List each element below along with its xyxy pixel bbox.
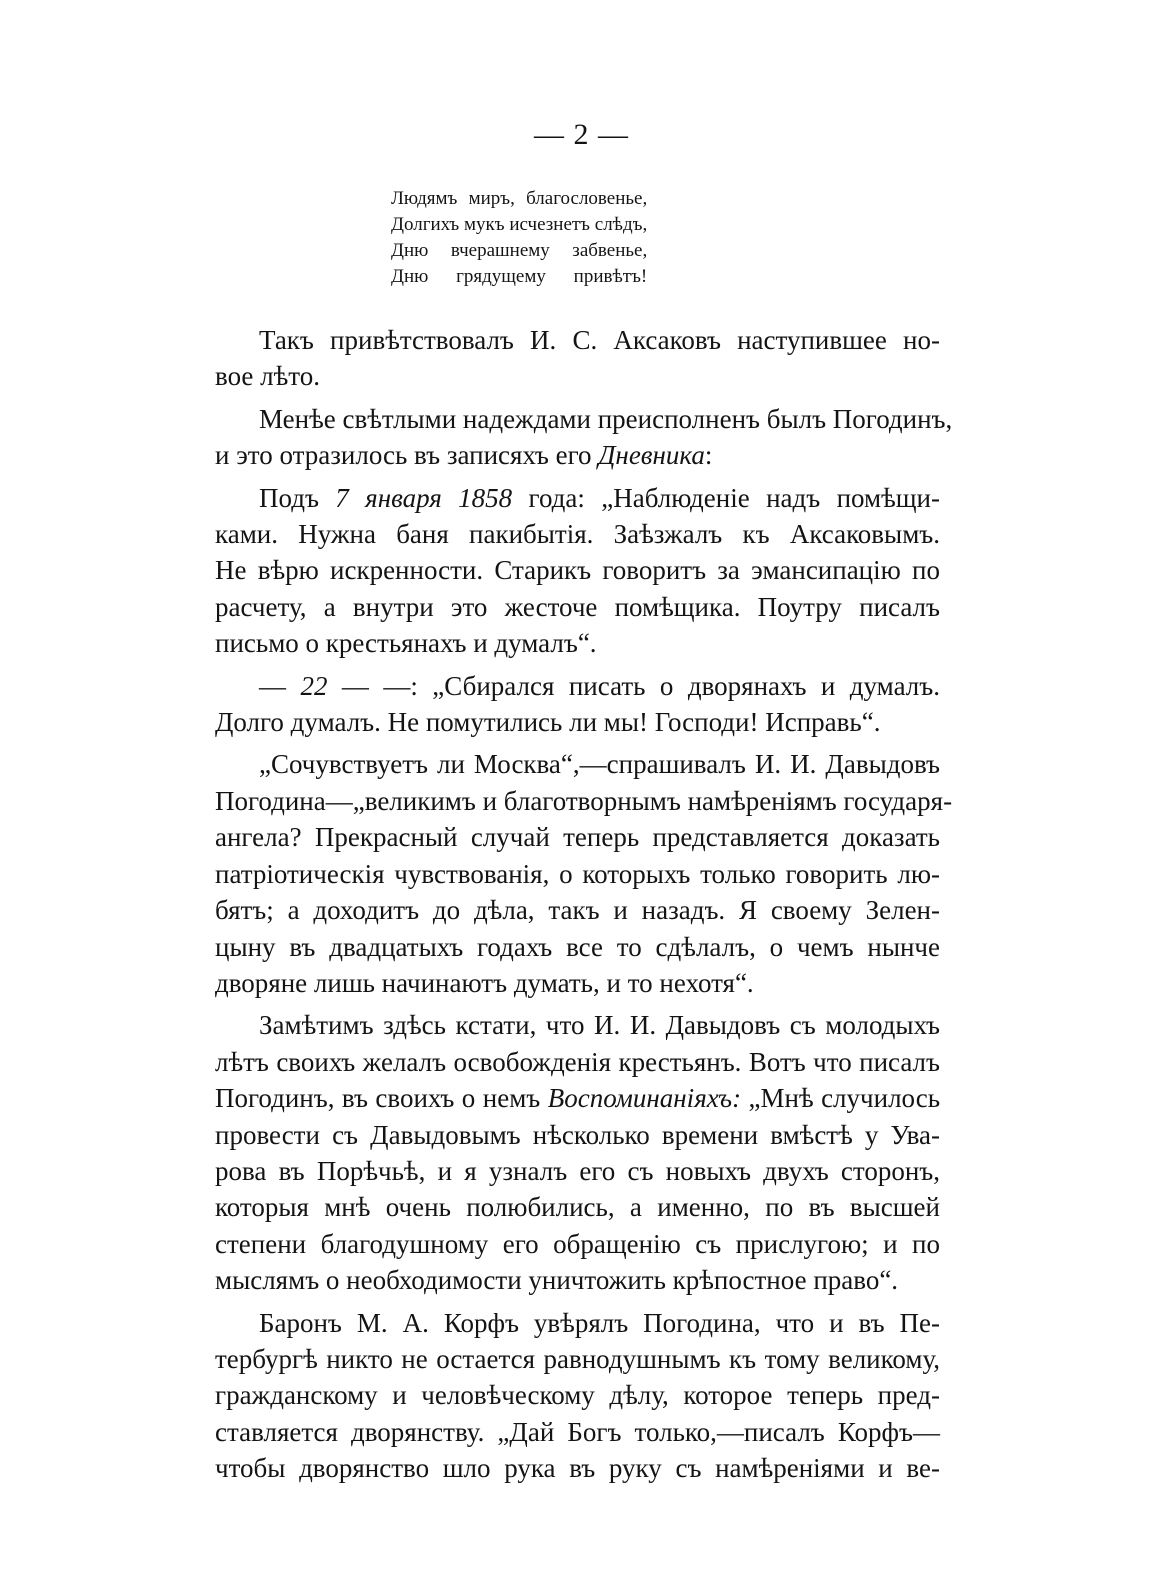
text-fragment: „Мнѣ случилось xyxy=(741,1083,941,1114)
text-line: вое лѣто. xyxy=(215,361,320,392)
paragraph-pogodin-hopes xyxy=(215,401,953,474)
text-line: расчету, а внутри это жесточе помѣщика. Поутру писалъ xyxy=(215,591,940,622)
verse-line: Людямъ миръ, благословенье, xyxy=(391,188,648,209)
italic-date: 7 января 1858 xyxy=(335,482,513,513)
text-line: Менѣе свѣтлыми надеждами преисполненъ былъ Погодинъ, xyxy=(259,403,953,434)
text-line xyxy=(215,480,940,516)
paragraph-aksakov-greeting xyxy=(215,322,940,395)
text-line: чтобы дворянство шло рука въ руку съ намѣреніями и ве- xyxy=(215,1453,940,1484)
text-line xyxy=(215,1080,940,1116)
paragraph-korf xyxy=(215,1305,940,1487)
text-fragment: : xyxy=(704,440,713,471)
text-line: гражданскому и человѣческому дѣлу, которое теперь пред- xyxy=(215,1380,940,1411)
text-line: ками. Нужна баня пакибытія. Заѣзжалъ къ Аксаковымъ. xyxy=(215,519,940,550)
text-fragment: года: „Наблюденіе надъ помѣщи- xyxy=(512,482,940,513)
text-line: Замѣтимъ здѣсь кстати, что И. И. Давыдовъ съ молодыхъ xyxy=(259,1010,940,1041)
verse-line: Дню грядущему привѣтъ! xyxy=(391,266,648,287)
italic-date: 22 xyxy=(300,670,328,701)
paragraph-davydov-letter xyxy=(215,746,953,1001)
verse-line: Долгихъ мукъ исчезнетъ слѣдъ, xyxy=(391,214,648,235)
text-line: Баронъ М. А. Корфъ увѣрялъ Погодина, что и въ Пе- xyxy=(259,1307,940,1338)
text-fragment: и это отразилось въ записяхъ его xyxy=(215,440,592,471)
text-line xyxy=(215,668,940,704)
text-fragment: Погодинъ, въ своихъ о немъ xyxy=(215,1083,548,1114)
text-fragment: — —: „Сбирался писать о дворянахъ и думалъ. xyxy=(327,670,940,701)
text-fragment: — xyxy=(259,670,301,701)
text-fragment: Подъ xyxy=(259,482,336,513)
text-line: письмо о крестьянахъ и думалъ“. xyxy=(215,628,597,659)
body-text xyxy=(215,322,953,1493)
text-line: дворяне лишь начинаютъ думать, и то нехотя“. xyxy=(215,967,754,998)
italic-title: Воспоминаніяхъ: xyxy=(547,1083,742,1114)
text-line: которыя мнѣ очень полюбились, а именно, по въ высшей xyxy=(215,1192,940,1223)
text-line: Долго думалъ. Не помутились ли мы! Господи! Исправь“. xyxy=(215,707,881,738)
text-line: лѣтъ своихъ желалъ освобожденія крестьянъ. Вотъ что писалъ xyxy=(215,1046,940,1077)
text-line: Такъ привѣтствовалъ И. С. Аксаковъ наступившее но- xyxy=(259,325,940,355)
text-line: бятъ; а доходитъ до дѣла, такъ и назадъ. Я своему Зелен- xyxy=(215,895,940,926)
paragraph-diary-22 xyxy=(215,668,940,741)
text-line: патріотическія чувствованія, о которыхъ только говорить лю- xyxy=(215,858,940,889)
text-line: тербургѣ никто не остается равнодушнымъ къ тому великому, xyxy=(215,1343,940,1374)
text-line xyxy=(215,437,940,473)
text-line: цыну въ двадцатыхъ годахъ все то сдѣлалъ, о чемъ нынче xyxy=(215,931,940,962)
paragraph-diary-jan7 xyxy=(215,480,940,662)
text-line: Погодина—„великимъ и благотворнымъ намѣреніямъ государя- xyxy=(215,785,953,816)
text-line: ангела? Прекрасный случай теперь представляется доказать xyxy=(215,822,940,853)
text-line: ставляется дворянству. „Дай Богъ только,—писалъ Корфъ— xyxy=(215,1416,940,1447)
text-line: „Сочувствуетъ ли Москва“,—спрашивалъ И. И. Давыдовъ xyxy=(259,749,940,780)
paragraph-davydov-memoirs xyxy=(215,1007,940,1298)
page-number: — 2 — xyxy=(534,118,629,151)
verse-line: Дню вчерашнему забвенье, xyxy=(391,240,648,261)
epigraph-verse xyxy=(391,186,647,290)
text-line: Не вѣрю искренности. Старикъ говоритъ за эмансипацію по xyxy=(215,555,940,586)
text-line: мыслямъ о необходимости уничтожить крѣпостное право“. xyxy=(215,1265,899,1296)
text-line: степени благодушному его обращенію съ прислугою; и по xyxy=(215,1228,940,1259)
text-line: рова въ Порѣчьѣ, и я узналъ его съ новыхъ двухъ сторонъ, xyxy=(215,1155,940,1186)
italic-title: Дневника xyxy=(598,440,705,471)
text-line: провести съ Давыдовымъ нѣсколько времени вмѣстѣ у Ува- xyxy=(215,1119,940,1150)
